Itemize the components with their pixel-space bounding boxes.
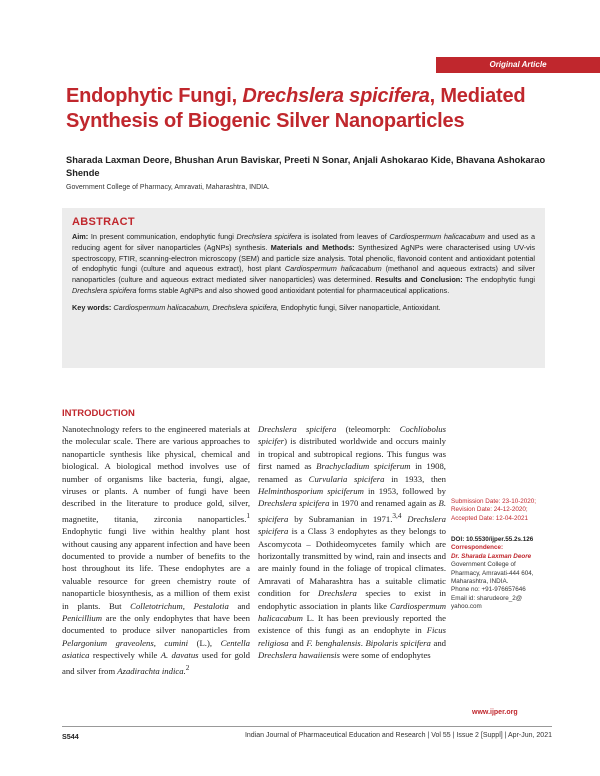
corresponding-author: Dr. Sharada Laxman Deore: [451, 552, 532, 560]
address-line: Government College of: [451, 561, 516, 569]
submission-date: Submission Date: 23-10-2020;: [451, 498, 537, 505]
abstract-box: [62, 208, 545, 368]
accepted-date: Accepted Date: 12-04-2021: [451, 514, 529, 522]
journal-website-link[interactable]: www.ijper.org: [472, 709, 518, 716]
revision-date: Revision Date: 24-12-2020;: [451, 506, 528, 514]
address-line: Pharmacy, Amravati-444 604,: [451, 569, 534, 577]
footer-divider: [62, 726, 552, 727]
paper-title: Endophytic Fungi, Drechslera spicifera, Mediated Synthesis of Biogenic Silver Nanoparticles: [66, 85, 526, 132]
abstract-heading: ABSTRACT: [72, 216, 135, 228]
correspondence-block: [451, 536, 551, 612]
address-line: Maharashtra, INDIA.: [451, 578, 509, 586]
article-type-badge: Original Article: [436, 57, 600, 73]
phone: Phone no: +91-976657646: [451, 586, 526, 594]
author-list: Sharada Laxman Deore, Bhushan Arun Baviskar, Preeti N Sonar, Anjali Ashokarao Kide, Bhavana Ashokarao Shende: [66, 155, 546, 178]
page-number: S544: [62, 732, 79, 741]
section-heading-introduction: INTRODUCTION: [62, 408, 135, 419]
article-dates: [451, 498, 551, 523]
intro-column-right: Drechslera spicifera (teleomorph: Cochliobolus spicifer) is distributed worldwide and occurs mainly in tropical and subtropical regions. This fungus was first named as Brachycladium spiciferum in 1908, renamed as Curvularia spicifera in 1933, then Helminthosporium spiciferum in 1953, followed by Drechslera spicifera in 1970 and renamed again as B. spicifera by Subramanian in 1971.$^{3,4}$ Drechslera spicifera is a Class 3 endophytes as they belongs to Ascomycota – Dothideomycetes family which are horizontally transmitted by wind, rain and insects and are mainly found in the foliage of tropical climates. Amravati of Maharashtra has a suitable climatic condition for Drechslera species to exist in endophytic association in plants like Cardiospermum halicacabum L. It has been previously reported the existence of this fungi as an endophyte in Ficus religiosa and F. benghalensis. Bipolaris spicifera and Drechslera hawaiiensis were some of endophytes: [258, 424, 447, 661]
correspondence-label: Correspondence:: [451, 544, 504, 552]
intro-column-left: Nanotechnology refers to the engineered materials at the molecular scale. There are various approaches to nanoparticle synthesis like physical, chemical and biological. A biological method involves use of number of organisms like bacteria, fungi, algae, viruses or plants. A number of fungi have been described in the literature to produce gold, silver, magnetite, titania, zirconia nanoparticles.$^1$ Endophytic fungi live within healthy plant host without causing any apparent infection and have been documented to provide a number of benefits to the host throughout its life. These endophytes are a valuable resource for green chemistry route of nanoparticle biosynthesis, as a million of them exist in plants. But Colletotrichum, Pestalotia and Penicillium are the only endophytes that have been documented to produce silver nanoparticles from Pelargonium graveolens, cumini (L.), Centella asiatica respectively while A. davatus used for gold and silver from Azadirachta indica.$^2$: [62, 424, 250, 676]
journal-citation: Indian Journal of Pharmaceutical Education and Research | Vol 55 | Issue 2 [Suppl] | Apr-Jun, 2021: [244, 732, 552, 739]
doi[interactable]: DOI: 10.5530/ijper.55.2s.126: [451, 536, 534, 543]
abstract-text: Aim: In present communication, endophytic fungi Drechslera spicifera is isolated from leaves of Cardiospermum halicacabum and used as a reducing agent for silver nanoparticles (AgNPs) synthesis. Materials and Methods: Synthesized AgNPs were characterised using UV-vis spectroscopy, FTIR, scanning-electron microscopy (SEM) and particle size analysis. Total phenolic, flavonoid content and antioxidant potential of endophytic fungi (culture and aqueous extract), host plant Cardiospermum halicacabum (methanol and aqueous extracts) and silver nanoparticles (culture and aqueous extract mediated silver nanoparticles) was determined. Results and Conclusion: The endophytic fungi Drechslera spicifera forms stable AgNPs and also showed good antioxidant potential for pharmaceutical applications.: [72, 232, 536, 295]
email-line[interactable]: Email id: sharudeore_2@: [451, 594, 523, 602]
affiliation: Government College of Pharmacy, Amravati, Maharashtra, INDIA.: [66, 184, 270, 191]
keywords: Key words: Cardiospermum halicacabum, Drechslera spicifera, Endophytic fungi, Silver nanoparticle, Antioxidant.: [72, 302, 441, 312]
email-line[interactable]: yahoo.com: [451, 603, 482, 611]
